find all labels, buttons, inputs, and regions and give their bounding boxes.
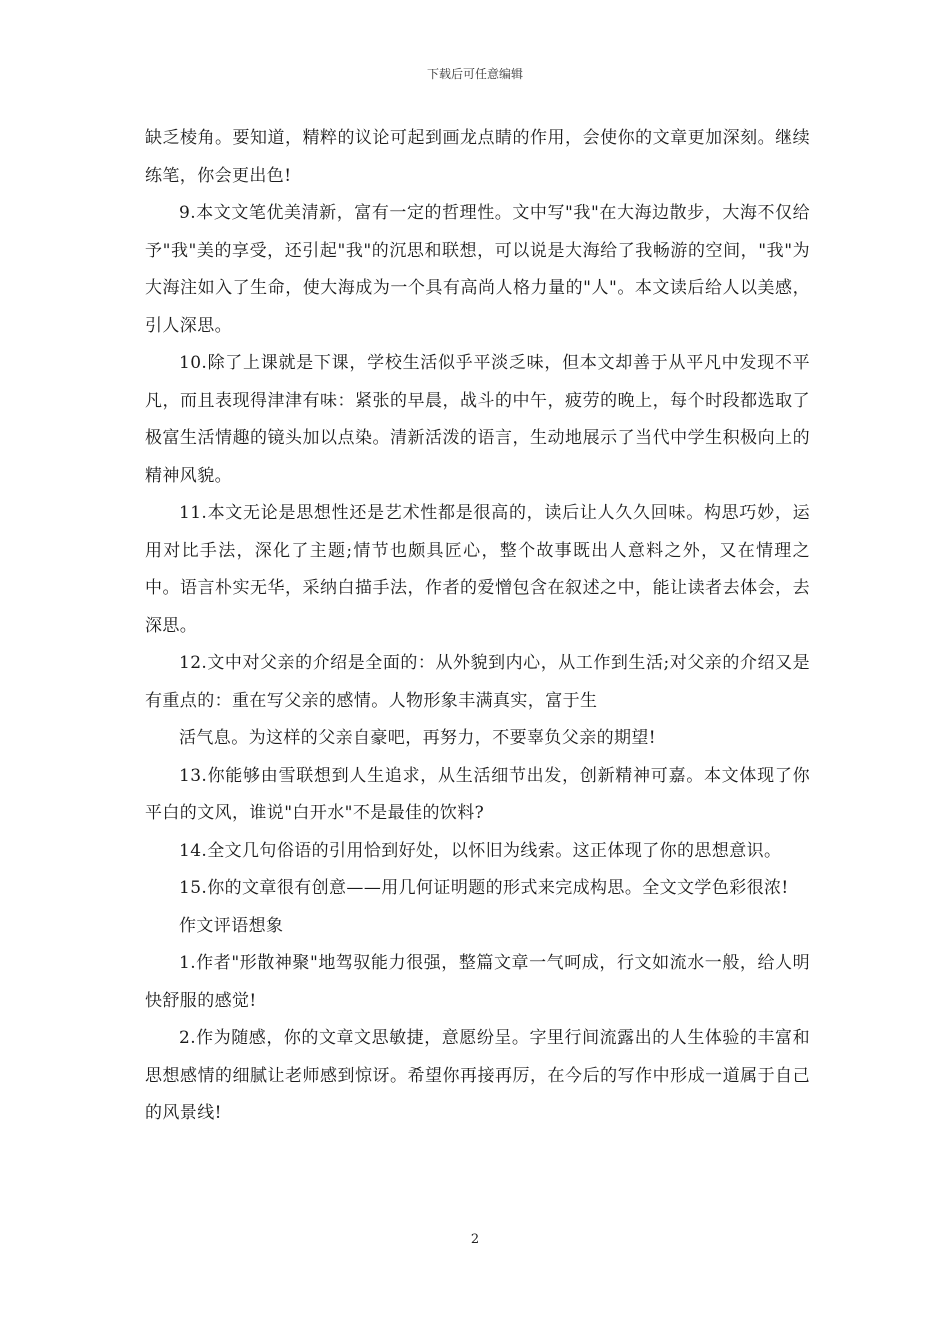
paragraph: 10.除了上课就是下课，学校生活似乎平淡乏味，但本文却善于从平凡中发现不平凡，而且表现得津津有味：紧张的早晨，战斗的中午，疲劳的晚上，每个时段都选取了极富生活情趣的镜头加以点染。清新活泼的语言，生动地展示了当代中学生积极向上的精神风貌。 [145,353,810,486]
paragraph: 12.文中对父亲的介绍是全面的：从外貌到内心，从工作到生活;对父亲的介绍又是有重点的：重在写父亲的感情。人物形象丰满真实，富于生 [145,653,810,711]
section-heading: 作文评语想象 [179,915,284,936]
document-body [145,120,810,1133]
page-number: 2 [470,1232,480,1247]
paragraph: 13.你能够由雪联想到人生追求，从生活细节出发，创新精神可嘉。本文体现了你平白的文风，谁说"白开水"不是最佳的饮料? [145,765,810,823]
paragraph: 9.本文文笔优美清新，富有一定的哲理性。文中写"我"在大海边散步，大海不仅给予"我"美的享受，还引起"我"的沉思和联想，可以说是大海给了我畅游的空间，"我"为大海注如入了生命，使大海成为一个具有高尚人格力量的"人"。本文读后给人以美感，引人深思。 [145,203,810,336]
paragraph: 2.作为随感，你的文章文思敏捷，意愿纷呈。字里行间流露出的人生体验的丰富和思想感情的细腻让老师感到惊讶。希望你再接再厉，在今后的写作中形成一道属于自己的风景线! [145,1028,810,1123]
paragraph: 11.本文无论是思想性还是艺术性都是很高的，读后让人久久回味。构思巧妙，运用对比手法，深化了主题;情节也颇具匠心，整个故事既出人意料之外，又在情理之中。语言朴实无华，采纳白描手法，作者的爱憎包含在叙述之中，能让读者去体会，去深思。 [145,503,810,636]
paragraph: 14.全文几句俗语的引用恰到好处，以怀旧为线索。这正体现了你的思想意识。 [179,840,782,861]
paragraph: 缺乏棱角。要知道，精粹的议论可起到画龙点睛的作用，会使你的文章更加深刻。继续练笔，你会更出色! [145,128,810,186]
paragraph: 活气息。为这样的父亲自豪吧，再努力，不要辜负父亲的期望! [179,728,657,748]
page-header: 下载后可任意编辑 [426,67,523,81]
paragraph: 15.你的文章很有创意——用几何证明题的形式来完成构思。全文文学色彩很浓! [179,878,789,898]
paragraph: 1.作者"形散神聚"地驾驭能力很强，整篇文章一气呵成，行文如流水一般，给人明快舒服的感觉! [145,953,810,1011]
